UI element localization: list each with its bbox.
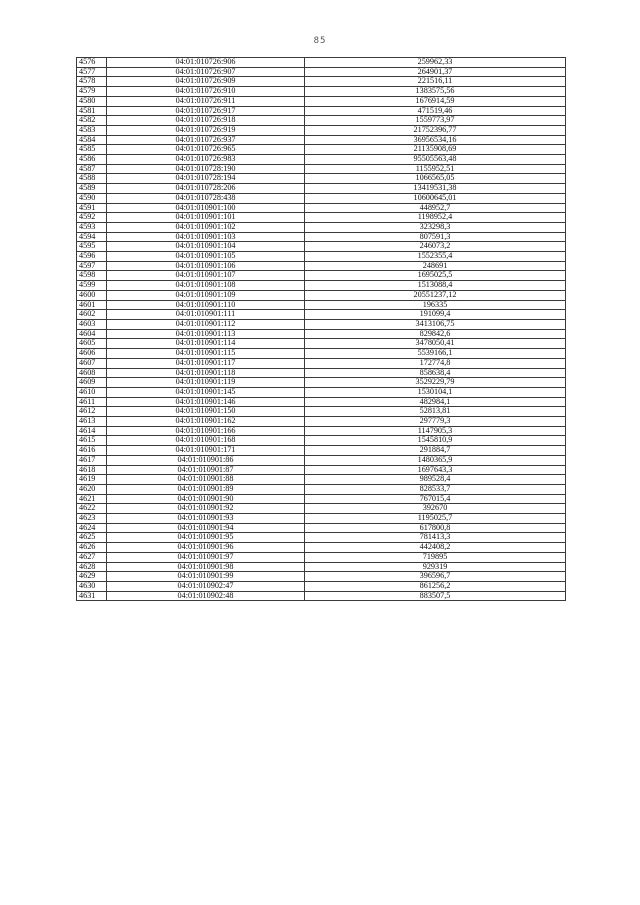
cadastral-value-cell: 858638,4 (305, 368, 566, 378)
row-number-cell: 4610 (77, 387, 107, 397)
row-number-cell: 4617 (77, 455, 107, 465)
row-number-cell: 4606 (77, 349, 107, 359)
table-row (77, 271, 566, 281)
table-row (77, 378, 566, 388)
cadastral-value-cell: 196335 (305, 300, 566, 310)
row-number-cell: 4607 (77, 358, 107, 368)
row-number-cell: 4618 (77, 465, 107, 475)
cadastral-number-cell: 04:01:010901:109 (107, 290, 305, 300)
cadastral-number-cell: 04:01:010726:937 (107, 135, 305, 145)
cadastral-number-cell: 04:01:010902:47 (107, 581, 305, 591)
cadastral-value-cell: 297779,3 (305, 417, 566, 427)
row-number-cell: 4587 (77, 164, 107, 174)
row-number-cell: 4585 (77, 145, 107, 155)
cadastral-number-cell: 04:01:010728:438 (107, 193, 305, 203)
row-number-cell: 4583 (77, 125, 107, 135)
table-row (77, 252, 566, 262)
cadastral-number-cell: 04:01:010901:90 (107, 494, 305, 504)
table-row (77, 533, 566, 543)
cadastral-number-cell: 04:01:010901:111 (107, 310, 305, 320)
row-number-cell: 4586 (77, 155, 107, 165)
cadastral-number-cell: 04:01:010901:100 (107, 203, 305, 213)
cadastral-value-cell: 1195025,7 (305, 514, 566, 524)
table-row (77, 455, 566, 465)
table-row (77, 58, 566, 68)
row-number-cell: 4581 (77, 106, 107, 116)
cadastral-number-cell: 04:01:010901:93 (107, 514, 305, 524)
cadastral-number-cell: 04:01:010901:96 (107, 543, 305, 553)
table-row (77, 475, 566, 485)
table-row (77, 116, 566, 126)
cadastral-value-cell: 1513088,4 (305, 281, 566, 291)
cadastral-value-cell: 1552355,4 (305, 252, 566, 262)
cadastral-value-cell: 1147905,3 (305, 426, 566, 436)
row-number-cell: 4584 (77, 135, 107, 145)
table-row (77, 591, 566, 601)
table-row (77, 349, 566, 359)
row-number-cell: 4611 (77, 397, 107, 407)
row-number-cell: 4616 (77, 446, 107, 456)
cadastral-number-cell: 04:01:010901:171 (107, 446, 305, 456)
table-row (77, 426, 566, 436)
row-number-cell: 4603 (77, 319, 107, 329)
cadastral-value-cell: 1676914,59 (305, 96, 566, 106)
cadastral-value-cell: 1066565,05 (305, 174, 566, 184)
cadastral-value-cell: 883507,5 (305, 591, 566, 601)
cadastral-number-cell: 04:01:010901:105 (107, 252, 305, 262)
row-number-cell: 4609 (77, 378, 107, 388)
row-number-cell: 4604 (77, 329, 107, 339)
cadastral-number-cell: 04:01:010901:99 (107, 572, 305, 582)
table-row (77, 135, 566, 145)
cadastral-number-cell: 04:01:010728:190 (107, 164, 305, 174)
cadastral-number-cell: 04:01:010901:95 (107, 533, 305, 543)
cadastral-number-cell: 04:01:010901:150 (107, 407, 305, 417)
cadastral-value-cell: 1559773,97 (305, 116, 566, 126)
row-number-cell: 4620 (77, 484, 107, 494)
cadastral-number-cell: 04:01:010726:907 (107, 67, 305, 77)
table-row (77, 368, 566, 378)
row-number-cell: 4615 (77, 436, 107, 446)
table-row (77, 106, 566, 116)
table-row (77, 67, 566, 77)
row-number-cell: 4597 (77, 261, 107, 271)
table-row (77, 494, 566, 504)
table-row (77, 397, 566, 407)
cadastral-number-cell: 04:01:010726:917 (107, 106, 305, 116)
table-row (77, 329, 566, 339)
cadastral-value-cell: 323298,3 (305, 222, 566, 232)
table-row (77, 174, 566, 184)
cadastral-value-cell: 1545810,9 (305, 436, 566, 446)
cadastral-number-cell: 04:01:010901:145 (107, 387, 305, 397)
cadastral-number-cell: 04:01:010901:166 (107, 426, 305, 436)
row-number-cell: 4613 (77, 417, 107, 427)
cadastral-value-cell: 3529229,79 (305, 378, 566, 388)
cadastral-number-cell: 04:01:010728:206 (107, 184, 305, 194)
row-number-cell: 4579 (77, 87, 107, 97)
cadastral-value-cell: 191099,4 (305, 310, 566, 320)
cadastral-number-cell: 04:01:010901:97 (107, 552, 305, 562)
cadastral-number-cell: 04:01:010901:112 (107, 319, 305, 329)
table-row (77, 290, 566, 300)
cadastral-number-cell: 04:01:010726:909 (107, 77, 305, 87)
table-row (77, 523, 566, 533)
row-number-cell: 4623 (77, 514, 107, 524)
cadastral-number-cell: 04:01:010726:965 (107, 145, 305, 155)
row-number-cell: 4598 (77, 271, 107, 281)
cadastral-value-cell: 246073,2 (305, 242, 566, 252)
row-number-cell: 4626 (77, 543, 107, 553)
cadastral-value-cell: 21135908,69 (305, 145, 566, 155)
cadastral-number-cell: 04:01:010901:92 (107, 504, 305, 514)
cadastral-number-cell: 04:01:010901:98 (107, 562, 305, 572)
row-number-cell: 4576 (77, 58, 107, 68)
cadastral-number-cell: 04:01:010901:110 (107, 300, 305, 310)
row-number-cell: 4593 (77, 222, 107, 232)
cadastral-value-cell: 781413,3 (305, 533, 566, 543)
table-row (77, 193, 566, 203)
table-row (77, 184, 566, 194)
cadastral-number-cell: 04:01:010901:89 (107, 484, 305, 494)
cadastral-number-cell: 04:01:010726:906 (107, 58, 305, 68)
table-row (77, 96, 566, 106)
cadastral-value-cell: 13419531,38 (305, 184, 566, 194)
cadastral-value-cell: 20551237,12 (305, 290, 566, 300)
table-row (77, 504, 566, 514)
page-number: 85 (313, 36, 327, 46)
table-row (77, 261, 566, 271)
cadastral-value-cell: 929319 (305, 562, 566, 572)
row-number-cell: 4608 (77, 368, 107, 378)
cadastral-value-cell: 1155952,51 (305, 164, 566, 174)
table-row (77, 300, 566, 310)
cadastral-value-cell: 861256,2 (305, 581, 566, 591)
table-row (77, 87, 566, 97)
cadastral-number-cell: 04:01:010901:86 (107, 455, 305, 465)
cadastral-value-cell: 1480365,9 (305, 455, 566, 465)
table-body (77, 58, 566, 601)
row-number-cell: 4612 (77, 407, 107, 417)
row-number-cell: 4619 (77, 475, 107, 485)
cadastral-number-cell: 04:01:010901:103 (107, 232, 305, 242)
row-number-cell: 4590 (77, 193, 107, 203)
row-number-cell: 4614 (77, 426, 107, 436)
cadastral-number-cell: 04:01:010901:146 (107, 397, 305, 407)
cadastral-number-cell: 04:01:010901:113 (107, 329, 305, 339)
table-row (77, 232, 566, 242)
cadastral-value-cell: 221516,11 (305, 77, 566, 87)
table-row (77, 387, 566, 397)
row-number-cell: 4588 (77, 174, 107, 184)
cadastral-number-cell: 04:01:010901:101 (107, 213, 305, 223)
cadastral-value-cell: 3413106,75 (305, 319, 566, 329)
cadastral-number-cell: 04:01:010726:983 (107, 155, 305, 165)
cadastral-value-cell: 172774,8 (305, 358, 566, 368)
table-row (77, 407, 566, 417)
cadastral-number-cell: 04:01:010901:107 (107, 271, 305, 281)
row-number-cell: 4627 (77, 552, 107, 562)
cadastral-value-cell: 52813,81 (305, 407, 566, 417)
row-number-cell: 4622 (77, 504, 107, 514)
cadastral-value-cell: 1695025,5 (305, 271, 566, 281)
row-number-cell: 4600 (77, 290, 107, 300)
row-number-cell: 4594 (77, 232, 107, 242)
cadastral-value-table (76, 57, 566, 601)
cadastral-number-cell: 04:01:010901:106 (107, 261, 305, 271)
cadastral-number-cell: 04:01:010726:918 (107, 116, 305, 126)
row-number-cell: 4628 (77, 562, 107, 572)
cadastral-value-cell: 21752396,77 (305, 125, 566, 135)
cadastral-number-cell: 04:01:010901:162 (107, 417, 305, 427)
cadastral-value-cell: 471519,46 (305, 106, 566, 116)
table-row (77, 465, 566, 475)
table-row (77, 145, 566, 155)
cadastral-number-cell: 04:01:010902:48 (107, 591, 305, 601)
cadastral-value-cell: 719895 (305, 552, 566, 562)
table-row (77, 203, 566, 213)
row-number-cell: 4589 (77, 184, 107, 194)
cadastral-number-cell: 04:01:010901:168 (107, 436, 305, 446)
cadastral-value-cell: 1198952,4 (305, 213, 566, 223)
row-number-cell: 4599 (77, 281, 107, 291)
cadastral-value-cell: 392670 (305, 504, 566, 514)
cadastral-value-cell: 10600645,01 (305, 193, 566, 203)
table-row (77, 581, 566, 591)
cadastral-value-cell: 1697643,3 (305, 465, 566, 475)
table-row (77, 125, 566, 135)
cadastral-number-cell: 04:01:010901:87 (107, 465, 305, 475)
cadastral-number-cell: 04:01:010901:104 (107, 242, 305, 252)
table-row (77, 484, 566, 494)
cadastral-number-cell: 04:01:010901:102 (107, 222, 305, 232)
row-number-cell: 4601 (77, 300, 107, 310)
table-row (77, 310, 566, 320)
table-row (77, 222, 566, 232)
cadastral-value-cell: 291884,7 (305, 446, 566, 456)
cadastral-value-cell: 448952,7 (305, 203, 566, 213)
cadastral-value-cell: 989528,4 (305, 475, 566, 485)
row-number-cell: 4625 (77, 533, 107, 543)
row-number-cell: 4629 (77, 572, 107, 582)
table-row (77, 358, 566, 368)
cadastral-number-cell: 04:01:010901:115 (107, 349, 305, 359)
table-row (77, 319, 566, 329)
table-row (77, 514, 566, 524)
cadastral-value-cell: 829842,6 (305, 329, 566, 339)
table-row (77, 281, 566, 291)
cadastral-value-cell: 1530104,1 (305, 387, 566, 397)
cadastral-number-cell: 04:01:010726:911 (107, 96, 305, 106)
row-number-cell: 4624 (77, 523, 107, 533)
cadastral-value-cell: 248691 (305, 261, 566, 271)
row-number-cell: 4595 (77, 242, 107, 252)
cadastral-number-cell: 04:01:010901:119 (107, 378, 305, 388)
cadastral-value-cell: 5539166,1 (305, 349, 566, 359)
row-number-cell: 4621 (77, 494, 107, 504)
cadastral-value-cell: 95505563,48 (305, 155, 566, 165)
table-row (77, 446, 566, 456)
table-row (77, 552, 566, 562)
row-number-cell: 4592 (77, 213, 107, 223)
cadastral-number-cell: 04:01:010726:919 (107, 125, 305, 135)
table-row (77, 339, 566, 349)
cadastral-value-cell: 482984,1 (305, 397, 566, 407)
cadastral-value-cell: 807591,3 (305, 232, 566, 242)
table-row (77, 436, 566, 446)
table-row (77, 572, 566, 582)
cadastral-value-cell: 396596,7 (305, 572, 566, 582)
row-number-cell: 4602 (77, 310, 107, 320)
cadastral-number-cell: 04:01:010901:88 (107, 475, 305, 485)
cadastral-value-cell: 264901,37 (305, 67, 566, 77)
cadastral-value-cell: 828533,7 (305, 484, 566, 494)
table-row (77, 213, 566, 223)
row-number-cell: 4580 (77, 96, 107, 106)
cadastral-number-cell: 04:01:010901:118 (107, 368, 305, 378)
cadastral-number-cell: 04:01:010901:117 (107, 358, 305, 368)
cadastral-value-cell: 36956534,16 (305, 135, 566, 145)
table-row (77, 562, 566, 572)
row-number-cell: 4631 (77, 591, 107, 601)
table-row (77, 543, 566, 553)
table-row (77, 417, 566, 427)
table-row (77, 164, 566, 174)
cadastral-number-cell: 04:01:010726:910 (107, 87, 305, 97)
table-row (77, 77, 566, 87)
row-number-cell: 4605 (77, 339, 107, 349)
row-number-cell: 4596 (77, 252, 107, 262)
row-number-cell: 4630 (77, 581, 107, 591)
cadastral-number-cell: 04:01:010901:94 (107, 523, 305, 533)
cadastral-value-cell: 3478050,41 (305, 339, 566, 349)
cadastral-value-cell: 617800,8 (305, 523, 566, 533)
cadastral-number-cell: 04:01:010728:194 (107, 174, 305, 184)
row-number-cell: 4577 (77, 67, 107, 77)
row-number-cell: 4578 (77, 77, 107, 87)
table-row (77, 242, 566, 252)
row-number-cell: 4582 (77, 116, 107, 126)
cadastral-number-cell: 04:01:010901:114 (107, 339, 305, 349)
cadastral-value-cell: 442408,2 (305, 543, 566, 553)
cadastral-value-cell: 767015,4 (305, 494, 566, 504)
cadastral-number-cell: 04:01:010901:108 (107, 281, 305, 291)
cadastral-value-cell: 259962,33 (305, 58, 566, 68)
table-row (77, 155, 566, 165)
row-number-cell: 4591 (77, 203, 107, 213)
cadastral-value-cell: 1383575,56 (305, 87, 566, 97)
